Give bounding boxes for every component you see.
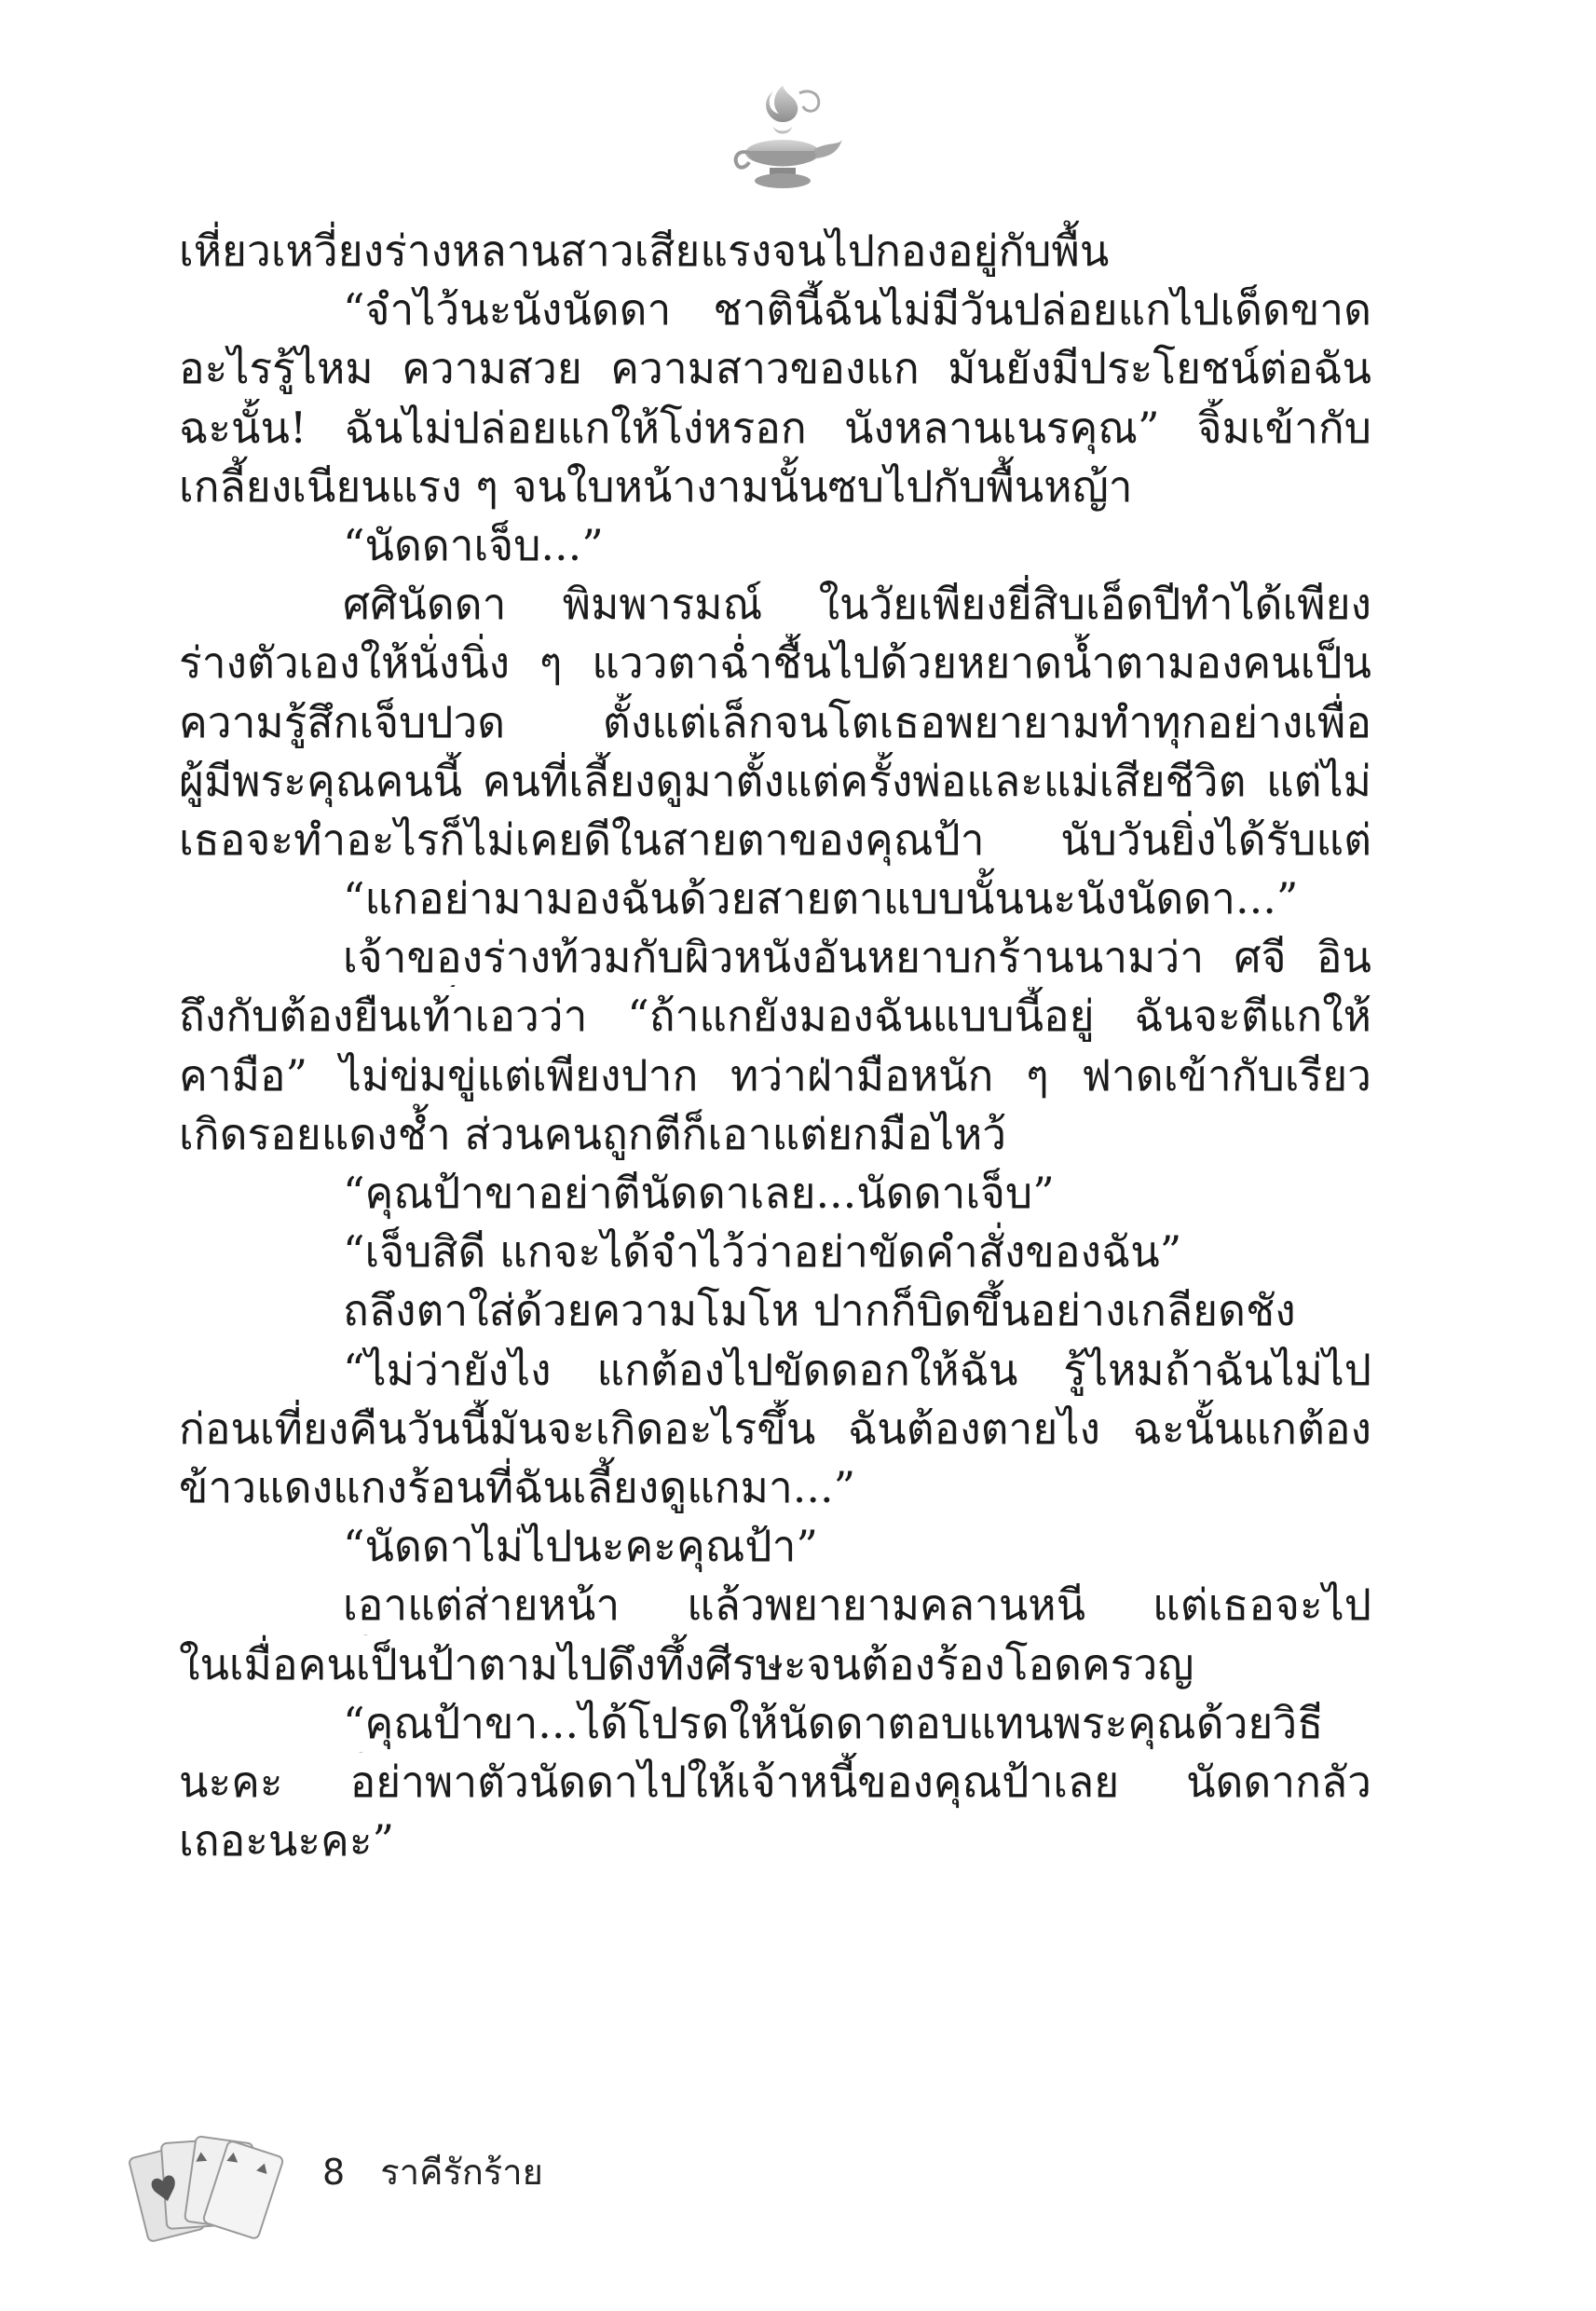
text-line: ร่างตัวเองให้นั่งนิ่ง ๆ แววตาฉ่ำชื้นไปด้วยหยาดน้ำตามองคนเป็น	[179, 637, 1371, 689]
text-line: “คุณป้าขาอย่าตีนัดดาเลย...นัดดาเจ็บ”	[343, 1168, 1055, 1218]
text-line: เธอจะทำอะไรก็ไม่เคยดีในสายตาของคุณป้า นับวันยิ่งได้รับแต่	[179, 814, 1371, 865]
body-text	[179, 222, 1371, 1870]
text-line: เกิดรอยแดงช้ำ ส่วนคนถูกตีก็เอาแต่ยกมือไหว้	[179, 1108, 1007, 1159]
text-line: อะไรรู้ไหม ความสวย ความสาวของแก มันยังมีประโยชน์ต่อฉัน	[179, 343, 1371, 394]
text-line: นะคะ อย่าพาตัวนัดดาไปให้เจ้าหนี้ของคุณป้าเลย นัดดากลัว	[179, 1756, 1371, 1807]
text-line: ถึงกับต้องยืนเท้าเอวว่า “ถ้าแกยังมองฉันแบบนี้อยู่ ฉันจะตีแกให้	[179, 991, 1371, 1042]
text-line: “เจ็บสิดี แกจะได้จำไว้ว่าอย่าขัดคำสั่งของฉัน”	[343, 1226, 1182, 1278]
page-number: 8	[322, 2152, 346, 2193]
text-line: “จำไว้นะนังนัดดา ชาตินี้ฉันไม่มีวันปล่อยแกไปเด็ดขาด	[343, 284, 1371, 335]
text-line: ก่อนเที่ยงคืนวันนี้มันจะเกิดอะไรขึ้น ฉันต้องตายไง ฉะนั้นแกต้อง	[179, 1402, 1371, 1454]
page-footer	[322, 2143, 567, 2200]
text-line: ถลึงตาใส่ด้วยความโมโห ปากก็บิดขึ้นอย่างเกลียดชัง	[343, 1285, 1296, 1336]
playing-cards-icon	[119, 2125, 287, 2255]
text-line: “ไม่ว่ายังไง แกต้องไปขัดดอกให้ฉัน รู้ไหมถ้าฉันไม่ไป	[343, 1344, 1371, 1395]
text-line: เอาแต่ส่ายหน้า แล้วพยายามคลานหนี แต่เธอจะไป	[343, 1579, 1371, 1631]
book-title: ราคีรักร้าย	[380, 2152, 543, 2193]
text-line: “นัดดาไม่ไปนะคะคุณป้า”	[343, 1521, 818, 1572]
text-line: เถอะนะคะ”	[179, 1815, 395, 1867]
text-line: “นัดดาเจ็บ...”	[343, 519, 604, 570]
text-line: เกลี้ยงเนียนแรง ๆ จนใบหน้างามนั้นซบไปกับพื้นหญ้า	[179, 460, 1133, 512]
text-line: ความรู้สึกเจ็บปวด ตั้งแต่เล็กจนโตเธอพยายามทำทุกอย่างเพื่อ	[179, 696, 1371, 747]
text-line: ฉะนั้น! ฉันไม่ปล่อยแกให้โง่หรอก นังหลานเนรคุณ” จิ้มเข้ากับ	[179, 402, 1371, 453]
text-line: ข้าวแดงแกงร้อนที่ฉันเลี้ยงดูแกมา...”	[179, 1461, 856, 1512]
text-line: คามือ” ไม่ข่มขู่แต่เพียงปาก ทว่าฝ่ามือหนัก ๆ ฟาดเข้ากับเรียว	[179, 1049, 1371, 1101]
text-line: เหี่ยวเหวี่ยงร่างหลานสาวเสียแรงจนไปกองอยู่กับพื้น	[179, 226, 1110, 276]
text-line: เจ้าของร่างท้วมกับผิวหนังอันหยาบกร้านนามว่า ศจี อิน	[343, 932, 1371, 983]
text-line: “แกอย่ามามองฉันด้วยสายตาแบบนั้นนะนังนัดดา...”	[343, 873, 1299, 924]
lamp-ornament-icon	[717, 75, 848, 205]
text-line: ผู้มีพระคุณคนนี้ คนที่เลี้ยงดูมาตั้งแต่ครั้งพ่อและแม่เสียชีวิต แต่ไม่	[179, 755, 1371, 806]
text-line: “คุณป้าขา...ได้โปรดให้นัดดาตอบแทนพระคุณด้วยวิธี	[343, 1697, 1324, 1748]
text-line: ในเมื่อคนเป็นป้าตามไปดึงทึ้งศีรษะจนต้องร้องโอดครวญ	[179, 1638, 1194, 1689]
text-line: ศศินัดดา พิมพารมณ์ ในวัยเพียงยี่สิบเอ็ดปีทำได้เพียง	[343, 579, 1371, 630]
